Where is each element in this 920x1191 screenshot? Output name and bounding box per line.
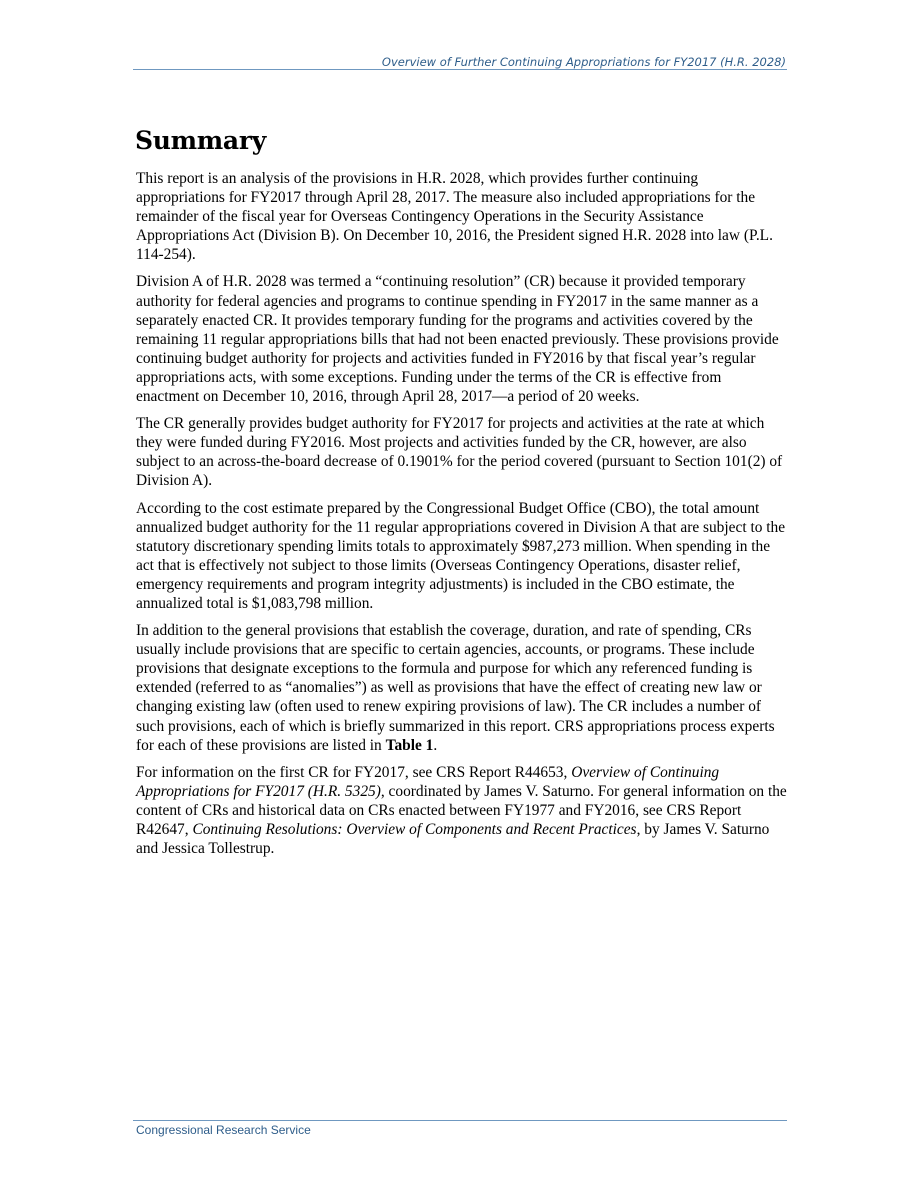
paragraph-4: According to the cost estimate prepared by the Congressional Budget Office (CBO), the total amount annualized budget authority for the 11 regular appropriations covered in Division A that are subject to the statutory discretionary spending limits totals to approximately $987,273 million. When spending in the act that is effectively not subject to those limits (Overseas Contingency Operations, disaster relief, emergency requirements and program integrity adjustments) is included in the CBO estimate, the annualized total is $1,083,798 million. <box>136 499 786 612</box>
report-title-r42647: Continuing Resolutions: Overview of Components and Recent Practices <box>192 821 637 838</box>
running-header: Overview of Further Continuing Appropriations for FY2017 (H.R. 2028) <box>381 55 786 69</box>
table-1-reference[interactable]: Table 1 <box>385 736 434 754</box>
footer-org: Congressional Research Service <box>136 1123 311 1137</box>
paragraph-2: Division A of H.R. 2028 was termed a “continuing resolution” (CR) because it provided temporary authority for federal agencies and programs to continue spending in FY2017 in the same manner as a separately enacted CR. It provides temporary funding for the programs and activities covered by the remaining 11 regular appropriations bills that had not been enacted previously. These provisions provide continuing budget authority for projects and activities funded in FY2016 by that fiscal year’s regular appropriations acts, with some exceptions. Funding under the terms of the CR is effective from enactment on December 10, 2016, through April 28, 2017—a period of 20 weeks. <box>136 273 779 406</box>
paragraph-5 <box>136 621 788 755</box>
paragraph-6 <box>136 763 788 858</box>
footer-rule <box>133 1120 787 1121</box>
paragraph-6-text-a: For information on the first CR for FY2017, see CRS Report R44653, <box>136 763 572 781</box>
paragraph-5-end: . <box>433 736 438 754</box>
paragraph-1: This report is an analysis of the provisions in H.R. 2028, which provides further continuing appropriations for FY2017 through April 28, 2017. The measure also included appropriations for the remainder of the fiscal year for Overseas Contingency Operations in the Security Assistance Appropriations Act (Division B). On December 10, 2016, the President signed H.R. 2028 into law (P.L. 114-254). <box>136 170 773 264</box>
paragraph-6-text-c: , by James V. Saturno and Jessica Tollestrup. <box>136 821 770 858</box>
summary-body <box>136 169 788 866</box>
paragraph-5-text: In addition to the general provisions that establish the coverage, duration, and rate of spending, CRs usually include provisions that are specific to certain agencies, accounts, or programs. These include provisions that designate exceptions to the formula and purpose for which any referenced funding is extended (referred to as “anomalies”) as well as provisions that have the effect of creating new law or changing existing law (often used to renew expiring provisions of law). The CR includes a number of such provisions, each of which is briefly summarized in this report. CRS appropriations process experts for each of these provisions are listed in <box>136 622 775 754</box>
page-title: Summary <box>135 126 266 155</box>
report-title-r44653: Overview of Continuing Appropriations for FY2017 (H.R. 5325) <box>136 763 720 800</box>
header-rule <box>133 69 787 70</box>
paragraph-3: The CR generally provides budget authority for FY2017 for projects and activities at the rate at which they were funded during FY2016. Most projects and activities funded by the CR, however, are also subject to an across-the-board decrease of 0.1901% for the period covered (pursuant to Section 101(2) of Division A). <box>136 415 783 490</box>
paragraph-6-text-b: , coordinated by James V. Saturno. For general information on the content of CRs and historical data on CRs enacted between FY1977 and FY2016, see CRS Report R42647, <box>136 782 787 838</box>
